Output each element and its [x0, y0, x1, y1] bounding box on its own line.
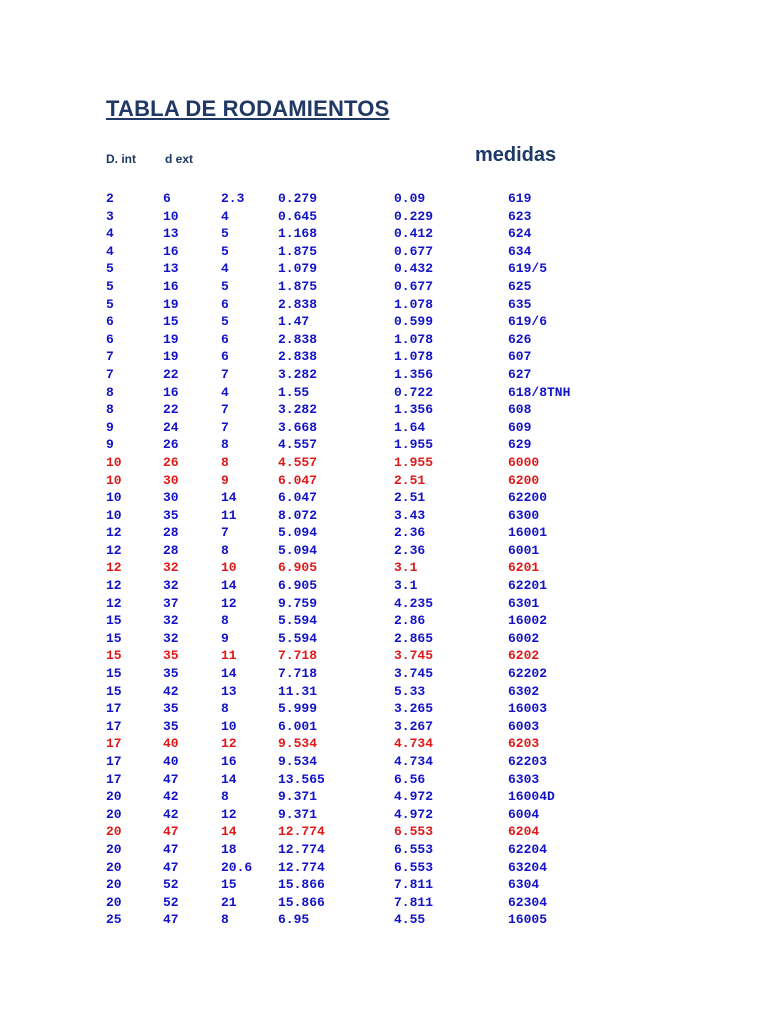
inner-diameter-cell: 10	[106, 454, 122, 470]
outer-diameter-cell: 42	[163, 789, 179, 805]
designation-cell: 62201	[508, 578, 548, 594]
load-static-cell: 4.55	[394, 912, 426, 928]
width-cell: 8	[221, 613, 229, 629]
designation-cell: 16002	[508, 613, 548, 629]
load-dynamic-cell: 6.047	[278, 490, 318, 506]
inner-diameter-cell: 20	[106, 806, 122, 822]
header-d-ext: d ext	[165, 152, 194, 166]
load-dynamic-cell: 5.999	[278, 701, 318, 717]
inner-diameter-cell: 9	[106, 419, 114, 435]
load-dynamic-cell: 6.905	[278, 560, 318, 576]
outer-diameter-cell: 6	[163, 191, 171, 206]
load-dynamic-cell: 15.866	[278, 894, 325, 910]
width-cell: 10	[221, 560, 237, 576]
load-static-cell: 6.553	[394, 841, 434, 857]
load-dynamic-cell: 9.534	[278, 754, 318, 769]
load-static-cell: 1.955	[394, 454, 434, 470]
designation-cell: 6001	[508, 542, 540, 558]
load-dynamic-cell: 6.047	[278, 472, 318, 488]
load-dynamic-cell: 12.774	[278, 841, 325, 857]
designation-cell: 629	[508, 437, 532, 453]
load-static-cell: 0.677	[394, 278, 434, 294]
width-cell: 6	[221, 349, 229, 365]
outer-diameter-cell: 52	[163, 877, 179, 893]
load-dynamic-cell: 4.557	[278, 454, 318, 470]
inner-diameter-cell: 20	[106, 894, 122, 910]
load-dynamic-cell: 12.774	[278, 859, 325, 875]
load-static-cell: 5.33	[394, 683, 426, 699]
inner-diameter-cell: 25	[106, 912, 122, 928]
designation-cell: 623	[508, 208, 532, 224]
inner-diameter-cell: 9	[106, 437, 114, 453]
load-static-cell: 3.1	[394, 560, 418, 576]
load-static-cell: 6.553	[394, 859, 434, 875]
load-static-cell: 1.078	[394, 331, 434, 347]
inner-diameter-cell: 8	[106, 384, 114, 400]
load-static-cell: 1.356	[394, 366, 434, 382]
inner-diameter-cell: 4	[106, 226, 114, 242]
outer-diameter-cell: 52	[163, 894, 179, 910]
inner-diameter-cell: 15	[106, 648, 122, 664]
load-static-cell: 1.955	[394, 437, 434, 453]
designation-cell: 16004D	[508, 789, 555, 805]
inner-diameter-cell: 20	[106, 789, 122, 805]
designation-cell: 607	[508, 349, 532, 365]
load-static-cell: 3.745	[394, 648, 434, 664]
load-static-cell: 3.265	[394, 701, 434, 717]
width-cell: 14	[221, 666, 237, 682]
outer-diameter-cell: 28	[163, 542, 179, 558]
width-cell: 14	[221, 771, 237, 787]
inner-diameter-cell: 17	[106, 771, 122, 787]
width-cell: 8	[221, 454, 229, 470]
outer-diameter-cell: 35	[163, 666, 179, 682]
inner-diameter-cell: 2	[106, 191, 114, 206]
outer-diameter-cell: 32	[163, 578, 179, 594]
designation-cell: 6303	[508, 771, 540, 787]
load-dynamic-cell: 5.594	[278, 613, 318, 629]
load-dynamic-cell: 15.866	[278, 877, 325, 893]
load-dynamic-cell: 9.371	[278, 806, 318, 822]
page-title: TABLA DE RODAMIENTOS	[106, 96, 390, 121]
load-static-cell: 2.36	[394, 525, 426, 541]
inner-diameter-cell: 10	[106, 472, 122, 488]
outer-diameter-cell: 47	[163, 841, 179, 857]
load-dynamic-cell: 5.094	[278, 525, 318, 541]
load-static-cell: 1.64	[394, 419, 426, 435]
designation-cell: 619/5	[508, 261, 548, 277]
load-static-cell: 1.356	[394, 402, 434, 418]
load-dynamic-cell: 2.838	[278, 296, 318, 312]
load-static-cell: 4.235	[394, 595, 434, 611]
inner-diameter-cell: 15	[106, 683, 122, 699]
load-static-cell: 7.811	[394, 877, 434, 893]
inner-diameter-cell: 12	[106, 542, 122, 558]
outer-diameter-cell: 16	[163, 243, 179, 259]
inner-diameter-cell: 17	[106, 736, 122, 752]
width-cell: 8	[221, 437, 229, 453]
width-cell: 12	[221, 736, 237, 752]
inner-diameter-cell: 20	[106, 877, 122, 893]
load-static-cell: 0.599	[394, 314, 434, 330]
width-cell: 15	[221, 877, 237, 893]
designation-cell: 626	[508, 331, 532, 347]
inner-diameter-cell: 3	[106, 208, 114, 224]
width-cell: 8	[221, 701, 229, 717]
outer-diameter-cell: 28	[163, 525, 179, 541]
load-dynamic-cell: 1.079	[278, 261, 318, 277]
outer-diameter-cell: 19	[163, 331, 179, 347]
width-cell: 6	[221, 296, 229, 312]
designation-cell: 618/8TNH	[508, 384, 571, 400]
designation-cell: 619/6	[508, 314, 548, 330]
designation-cell: 619	[508, 191, 532, 206]
load-static-cell: 3.1	[394, 578, 418, 594]
inner-diameter-cell: 15	[106, 613, 122, 629]
outer-diameter-cell: 13	[163, 261, 179, 277]
designation-cell: 6304	[508, 877, 540, 893]
load-dynamic-cell: 1.168	[278, 226, 318, 242]
width-cell: 21	[221, 894, 237, 910]
load-static-cell: 4.972	[394, 789, 434, 805]
width-cell: 8	[221, 912, 229, 928]
outer-diameter-cell: 26	[163, 454, 179, 470]
outer-diameter-cell: 42	[163, 683, 179, 699]
inner-diameter-cell: 17	[106, 754, 122, 769]
load-dynamic-cell: 7.718	[278, 666, 318, 682]
designation-cell: 635	[508, 296, 532, 312]
inner-diameter-cell: 6	[106, 314, 114, 330]
width-cell: 6	[221, 331, 229, 347]
width-cell: 8	[221, 542, 229, 558]
outer-diameter-cell: 35	[163, 701, 179, 717]
width-cell: 13	[221, 683, 237, 699]
load-dynamic-cell: 3.282	[278, 402, 318, 418]
outer-diameter-cell: 15	[163, 314, 179, 330]
inner-diameter-cell: 7	[106, 366, 114, 382]
load-dynamic-cell: 1.875	[278, 278, 318, 294]
width-cell: 7	[221, 419, 229, 435]
load-dynamic-cell: 6.905	[278, 578, 318, 594]
designation-cell: 6201	[508, 560, 540, 576]
load-dynamic-cell: 1.47	[278, 314, 310, 330]
width-cell: 14	[221, 824, 237, 840]
outer-diameter-cell: 35	[163, 507, 179, 523]
width-cell: 10	[221, 718, 237, 734]
load-dynamic-cell: 6.001	[278, 718, 318, 734]
designation-cell: 609	[508, 419, 532, 435]
load-static-cell: 0.432	[394, 261, 434, 277]
inner-diameter-cell: 12	[106, 525, 122, 541]
width-cell: 7	[221, 402, 229, 418]
width-cell: 7	[221, 525, 229, 541]
load-static-cell: 4.972	[394, 806, 434, 822]
outer-diameter-cell: 47	[163, 771, 179, 787]
designation-cell: 625	[508, 278, 532, 294]
outer-diameter-cell: 19	[163, 349, 179, 365]
inner-diameter-cell: 8	[106, 402, 114, 418]
load-dynamic-cell: 11.31	[278, 683, 318, 699]
designation-cell: 62204	[508, 841, 548, 857]
load-static-cell: 2.51	[394, 472, 426, 488]
load-static-cell: 0.722	[394, 384, 434, 400]
header-d-int: D. int	[106, 152, 136, 166]
load-static-cell: 6.553	[394, 824, 434, 840]
designation-cell: 16005	[508, 912, 548, 928]
inner-diameter-cell: 20	[106, 859, 122, 875]
designation-cell: 16003	[508, 701, 548, 717]
outer-diameter-cell: 22	[163, 366, 179, 382]
outer-diameter-cell: 47	[163, 912, 179, 928]
load-static-cell: 2.86	[394, 613, 426, 629]
load-dynamic-cell: 9.371	[278, 789, 318, 805]
load-dynamic-cell: 9.534	[278, 736, 318, 752]
designation-cell: 6300	[508, 507, 540, 523]
load-static-cell: 0.412	[394, 226, 434, 242]
width-cell: 4	[221, 208, 229, 224]
load-dynamic-cell: 9.759	[278, 595, 318, 611]
outer-diameter-cell: 35	[163, 718, 179, 734]
designation-cell: 6203	[508, 736, 540, 752]
outer-diameter-cell: 47	[163, 859, 179, 875]
load-dynamic-cell: 13.565	[278, 771, 325, 787]
outer-diameter-cell: 26	[163, 437, 179, 453]
outer-diameter-cell: 16	[163, 384, 179, 400]
outer-diameter-cell: 19	[163, 296, 179, 312]
designation-cell: 6002	[508, 630, 540, 646]
load-dynamic-cell: 5.594	[278, 630, 318, 646]
inner-diameter-cell: 17	[106, 701, 122, 717]
load-static-cell: 7.811	[394, 894, 434, 910]
load-static-cell: 3.745	[394, 666, 434, 682]
width-cell: 5	[221, 243, 229, 259]
outer-diameter-cell: 35	[163, 648, 179, 664]
width-cell: 5	[221, 314, 229, 330]
load-dynamic-cell: 1.55	[278, 384, 310, 400]
width-cell: 18	[221, 841, 237, 857]
width-cell: 14	[221, 578, 237, 594]
load-dynamic-cell: 4.557	[278, 437, 318, 453]
width-cell: 12	[221, 806, 237, 822]
width-cell: 9	[221, 472, 229, 488]
inner-diameter-cell: 7	[106, 349, 114, 365]
designation-cell: 6302	[508, 683, 540, 699]
designation-cell: 6301	[508, 595, 540, 611]
designation-cell: 16001	[508, 525, 548, 541]
outer-diameter-cell: 13	[163, 226, 179, 242]
outer-diameter-cell: 32	[163, 613, 179, 629]
load-static-cell: 3.267	[394, 718, 434, 734]
designation-cell: 62200	[508, 490, 548, 506]
designation-cell: 6004	[508, 806, 540, 822]
load-static-cell: 4.734	[394, 754, 434, 769]
width-cell: 11	[221, 648, 237, 664]
designation-cell: 6200	[508, 472, 540, 488]
designation-cell: 63204	[508, 859, 548, 875]
load-dynamic-cell: 7.718	[278, 648, 318, 664]
load-dynamic-cell: 0.645	[278, 208, 318, 224]
load-static-cell: 6.56	[394, 771, 426, 787]
inner-diameter-cell: 10	[106, 507, 122, 523]
inner-diameter-cell: 17	[106, 718, 122, 734]
designation-cell: 6000	[508, 454, 540, 470]
outer-diameter-cell: 16	[163, 278, 179, 294]
designation-cell: 6204	[508, 824, 540, 840]
inner-diameter-cell: 12	[106, 560, 122, 576]
load-static-cell: 2.36	[394, 542, 426, 558]
load-dynamic-cell: 2.838	[278, 331, 318, 347]
outer-diameter-cell: 37	[163, 595, 179, 611]
designation-cell: 62203	[508, 754, 548, 769]
inner-diameter-cell: 5	[106, 278, 114, 294]
inner-diameter-cell: 15	[106, 666, 122, 682]
load-dynamic-cell: 5.094	[278, 542, 318, 558]
inner-diameter-cell: 12	[106, 595, 122, 611]
width-cell: 2.3	[221, 191, 245, 206]
load-dynamic-cell: 0.279	[278, 191, 318, 206]
outer-diameter-cell: 47	[163, 824, 179, 840]
width-cell: 14	[221, 490, 237, 506]
load-static-cell: 2.865	[394, 630, 434, 646]
width-cell: 12	[221, 595, 237, 611]
load-dynamic-cell: 1.875	[278, 243, 318, 259]
load-dynamic-cell: 12.774	[278, 824, 325, 840]
designation-cell: 627	[508, 366, 532, 382]
width-cell: 20.6	[221, 859, 253, 875]
designation-cell: 608	[508, 402, 532, 418]
width-cell: 7	[221, 366, 229, 382]
inner-diameter-cell: 12	[106, 578, 122, 594]
width-cell: 16	[221, 754, 237, 769]
designation-cell: 634	[508, 243, 532, 259]
inner-diameter-cell: 10	[106, 490, 122, 506]
inner-diameter-cell: 6	[106, 331, 114, 347]
load-static-cell: 0.677	[394, 243, 434, 259]
width-cell: 5	[221, 278, 229, 294]
load-static-cell: 1.078	[394, 349, 434, 365]
load-dynamic-cell: 2.838	[278, 349, 318, 365]
designation-cell: 62202	[508, 666, 548, 682]
load-static-cell: 2.51	[394, 490, 426, 506]
inner-diameter-cell: 15	[106, 630, 122, 646]
inner-diameter-cell: 4	[106, 243, 114, 259]
outer-diameter-cell: 22	[163, 402, 179, 418]
load-dynamic-cell: 3.668	[278, 419, 318, 435]
load-static-cell: 0.229	[394, 208, 434, 224]
inner-diameter-cell: 20	[106, 841, 122, 857]
width-cell: 5	[221, 226, 229, 242]
width-cell: 4	[221, 261, 229, 277]
header-medidas: medidas	[475, 144, 557, 166]
outer-diameter-cell: 30	[163, 490, 179, 506]
load-static-cell: 3.43	[394, 507, 426, 523]
load-static-cell: 1.078	[394, 296, 434, 312]
designation-cell: 6003	[508, 718, 540, 734]
width-cell: 4	[221, 384, 229, 400]
designation-cell: 6202	[508, 648, 540, 664]
inner-diameter-cell: 5	[106, 261, 114, 277]
outer-diameter-cell: 40	[163, 754, 179, 769]
outer-diameter-cell: 30	[163, 472, 179, 488]
inner-diameter-cell: 5	[106, 296, 114, 312]
width-cell: 11	[221, 507, 237, 523]
load-dynamic-cell: 3.282	[278, 366, 318, 382]
load-dynamic-cell: 8.072	[278, 507, 318, 523]
load-dynamic-cell: 6.95	[278, 912, 310, 928]
load-static-cell: 0.09	[394, 191, 426, 206]
outer-diameter-cell: 32	[163, 560, 179, 576]
width-cell: 9	[221, 630, 229, 646]
outer-diameter-cell: 10	[163, 208, 179, 224]
outer-diameter-cell: 32	[163, 630, 179, 646]
inner-diameter-cell: 20	[106, 824, 122, 840]
outer-diameter-cell: 24	[163, 419, 179, 435]
outer-diameter-cell: 42	[163, 806, 179, 822]
outer-diameter-cell: 40	[163, 736, 179, 752]
width-cell: 8	[221, 789, 229, 805]
designation-cell: 624	[508, 226, 532, 242]
load-static-cell: 4.734	[394, 736, 434, 752]
designation-cell: 62304	[508, 894, 548, 910]
